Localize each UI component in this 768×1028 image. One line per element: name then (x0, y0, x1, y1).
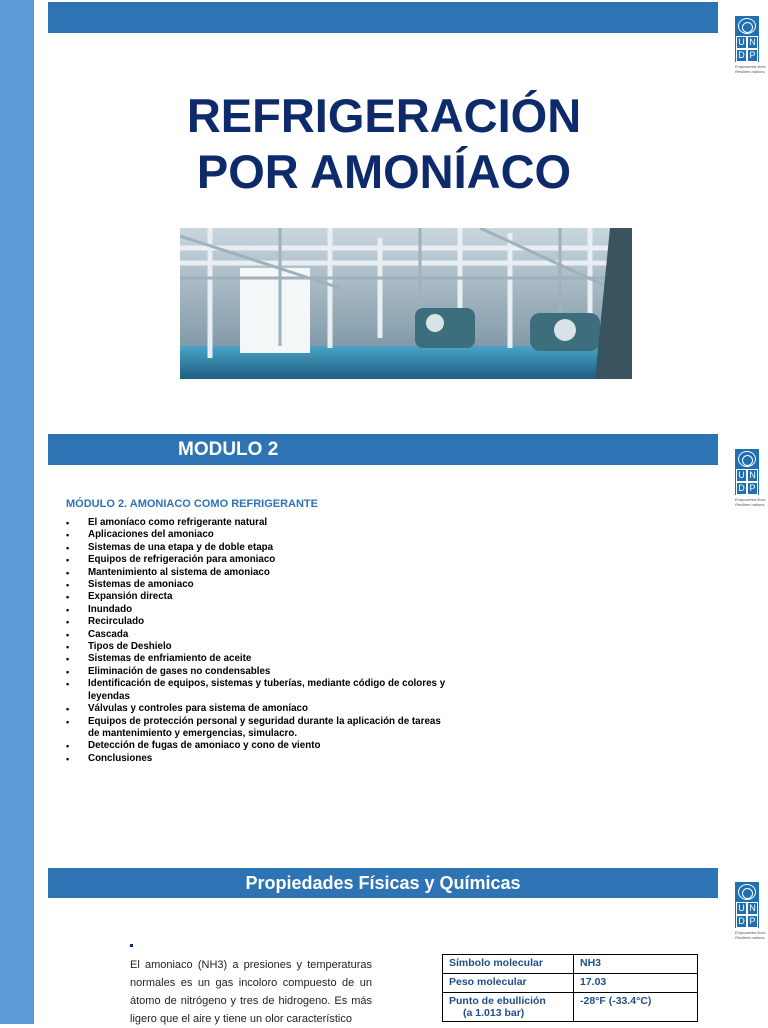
properties-table (442, 954, 698, 1022)
list-item: • Válvulas y controles para sistema de amoníaco (66, 703, 450, 715)
undp-tagline-1: Empowered lives. (735, 497, 767, 502)
undp-logo (735, 16, 767, 74)
module-band (48, 434, 718, 465)
slide-title (0, 88, 768, 200)
undp-tagline-1: Empowered lives. (735, 930, 767, 935)
undp-letter: D (736, 482, 747, 495)
module-heading: MÓDULO 2. AMONIACO COMO REFRIGERANTE (66, 498, 318, 510)
list-item: • Eliminación de gases no condensables (66, 666, 450, 678)
undp-letter: D (736, 49, 747, 62)
undp-letter: U (736, 36, 747, 49)
table-key-main: Punto de ebullición (449, 995, 546, 1007)
list-item: • Mantenimiento al sistema de amoniaco (66, 567, 450, 579)
undp-tagline-2: Resilient nations. (735, 69, 766, 74)
list-item: • Equipos de protección personal y seguridad durante la aplicación de tareas de mantenimiento y emergencias, simulacro. (66, 716, 450, 741)
table-row (443, 974, 698, 993)
undp-letter: D (736, 915, 747, 928)
list-item: • Inundado (66, 604, 450, 616)
table-key: Peso molecular (443, 974, 574, 993)
table-value: -28°F (-33.4°C) (574, 993, 698, 1022)
properties-band (48, 868, 718, 898)
undp-letter: N (747, 469, 758, 482)
list-item: • Sistemas de enfriamiento de aceite (66, 653, 450, 665)
un-emblem-icon (738, 451, 756, 467)
un-emblem-icon (738, 18, 756, 34)
undp-tagline-1: Empowered lives. (735, 64, 767, 69)
bullet-marker (130, 944, 133, 947)
undp-logo (735, 882, 767, 940)
list-item: • Sistemas de amoniaco (66, 579, 450, 591)
list-item: • Expansión directa (66, 591, 450, 603)
module-band-title: MODULO 2 (178, 439, 279, 460)
list-item: • Detección de fugas de amoniaco y cono de viento (66, 740, 450, 752)
undp-letter: P (747, 915, 758, 928)
undp-logo (735, 449, 767, 507)
table-value: 17.03 (574, 974, 698, 993)
table-key-sub: (a 1.013 bar) (463, 1007, 525, 1019)
table-row (443, 955, 698, 974)
title-line-1: REFRIGERACIÓN (186, 89, 582, 142)
list-item: • Conclusiones (66, 753, 450, 765)
title-line-2: POR AMONÍACO (196, 145, 572, 198)
undp-letter: P (747, 482, 758, 495)
ammonia-description: El amoniaco (NH3) a presiones y temperaturas normales es un gas incoloro compuesto de un átomo de nitrógeno y tres de hidrogeno. Es más ligero que el aire y tiene un olor característico (130, 959, 372, 1025)
list-item: • El amoníaco como refrigerante natural (66, 517, 450, 529)
undp-tagline-2: Resilient nations. (735, 502, 766, 507)
table-key: Símbolo molecular (443, 955, 574, 974)
table-row (443, 993, 698, 1022)
list-item: • Cascada (66, 629, 450, 641)
list-item: • Equipos de refrigeración para amoniaco (66, 554, 450, 566)
un-emblem-icon (738, 884, 756, 900)
slide-side-bar (0, 0, 34, 432)
list-item: • Identificación de equipos, sistemas y tuberías, mediante código de colores y leyendas (66, 678, 450, 703)
undp-letter: P (747, 49, 758, 62)
undp-letter: N (747, 36, 758, 49)
topics-list (66, 517, 450, 765)
slide-header-band (48, 2, 718, 33)
undp-letter: N (747, 902, 758, 915)
list-item: • Recirculado (66, 616, 450, 628)
list-item: • Aplicaciones del amoniaco (66, 529, 450, 541)
properties-band-title: Propiedades Físicas y Químicas (245, 873, 521, 893)
slide-1 (0, 0, 768, 432)
table-key (443, 993, 574, 1022)
slide-side-bar (0, 432, 34, 866)
list-item: • Sistemas de una etapa y de doble etapa (66, 542, 450, 554)
undp-letter: U (736, 902, 747, 915)
refrigeration-plant-photo (180, 228, 632, 379)
slide-side-bar (0, 866, 34, 1024)
undp-letter: U (736, 469, 747, 482)
list-item: • Tipos de Deshielo (66, 641, 450, 653)
table-value: NH3 (574, 955, 698, 974)
undp-tagline-2: Resilient nations. (735, 935, 766, 940)
